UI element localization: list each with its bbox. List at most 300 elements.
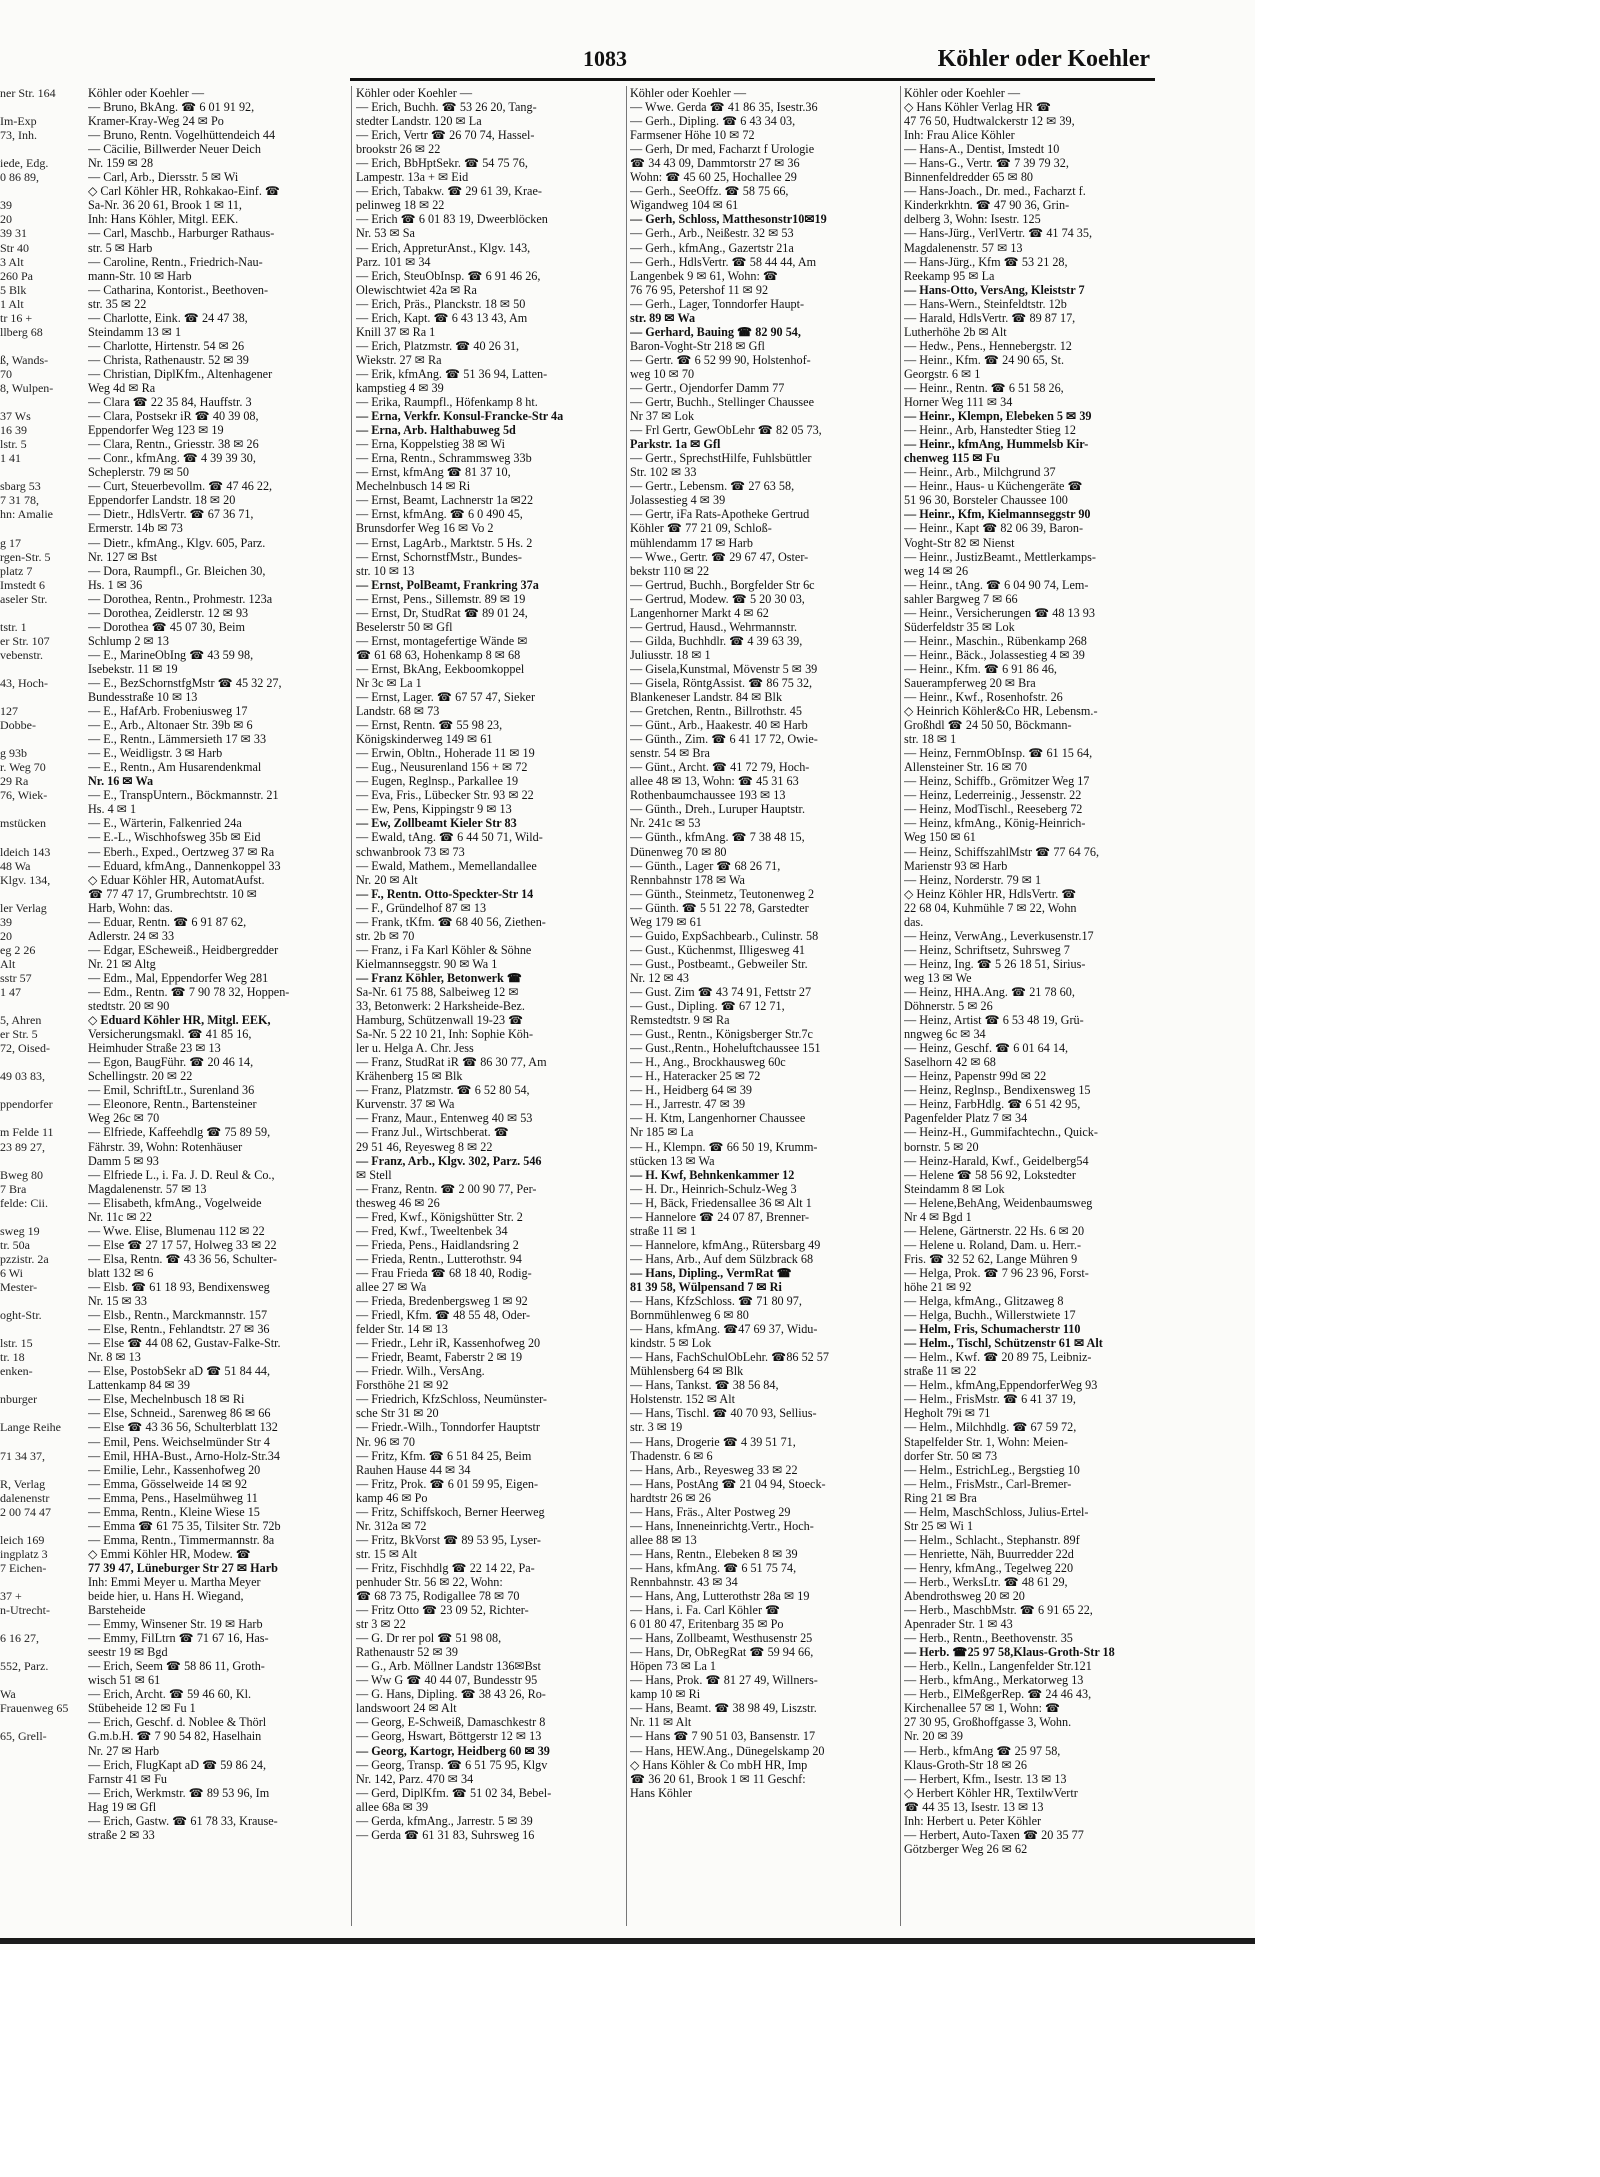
directory-entry: — Helene u. Roland, Dam. u. Herr.-	[904, 1237, 1082, 1252]
directory-entry: — Christa, Rathenaustr. 52 ✉ 39	[88, 352, 249, 367]
left-fragment-line: 71 34 37,	[0, 1448, 45, 1463]
directory-entry: Stübeheide 12 ✉ Fu 1	[88, 1701, 196, 1716]
directory-entry: mann-Str. 10 ✉ Harb	[88, 268, 192, 283]
scan-bottom-edge	[0, 1938, 1255, 1944]
left-fragment-line: 7 Eichen-	[0, 1560, 47, 1575]
directory-entry: — Heinz, Papenstr 99d ✉ 22	[904, 1069, 1047, 1084]
left-fragment-line	[0, 395, 70, 409]
directory-entry: Nr. 159 ✉ 28	[88, 156, 154, 171]
directory-entry: — Helene,BehAng, Weidenbaumsweg	[904, 1195, 1093, 1210]
directory-entry: Kielmannseggstr. 90 ✉ Wa 1	[356, 956, 498, 971]
directory-entry: — Catharina, Kontorist., Beethoven-	[88, 282, 269, 297]
directory-entry: — Hans, Ang, Lutterothstr 28a ✉ 19	[630, 1589, 810, 1604]
header-rule	[350, 78, 1155, 81]
left-fragment-line: 37 Ws	[0, 409, 31, 424]
directory-entry: Binnenfeldredder 65 ✉ 80	[904, 170, 1034, 185]
directory-entry: Stapelfelder Str. 1, Wohn: Meien-	[904, 1434, 1068, 1449]
directory-entry: — E., TranspUntern., Böckmannstr. 21	[88, 788, 279, 803]
directory-entry: Inh: Hans Köhler, Mitgl. EEK.	[88, 212, 239, 227]
directory-entry: sahler Bargweg 7 ✉ 66	[904, 591, 1018, 606]
directory-entry: — Herb., kfmAng., Merkatorweg 13	[904, 1673, 1084, 1688]
directory-entry: Nr 3c ✉ La 1	[356, 675, 422, 690]
directory-entry: — Friedr.-Wilh., Tonndorfer Hauptstr	[356, 1420, 540, 1435]
left-fragment-line	[0, 1055, 70, 1069]
directory-entry: Nr. 127 ✉ Bst	[88, 549, 158, 564]
directory-entry: — E., Rentn., Am Husarendenkmal	[88, 760, 262, 775]
directory-entry: — Erich, Präs., Planckstr. 18 ✉ 50	[356, 296, 526, 311]
directory-entry: ✉ Stell	[356, 1167, 392, 1182]
left-fragment-line: 76, Wiek-	[0, 788, 48, 803]
directory-entry: ◇ Heinz Köhler HR, HdlsVertr. ☎	[904, 886, 1077, 901]
directory-entry: Thadenstr. 6 ✉ 6	[630, 1448, 713, 1463]
directory-entry: Großhdl ☎ 24 50 50, Böckmann-	[904, 718, 1072, 733]
directory-entry: — Helene ☎ 58 56 92, Lokstedter	[904, 1167, 1076, 1182]
directory-entry: weg 10 ✉ 70	[630, 366, 695, 381]
directory-entry: — Hans, Drogerie ☎ 4 39 51 71,	[630, 1434, 796, 1449]
left-fragment-line	[0, 521, 70, 535]
directory-entry: brookstr 26 ✉ 22	[356, 142, 441, 157]
directory-entry: ☎ 68 73 75, Rodigallee 78 ✉ 70	[356, 1589, 520, 1604]
left-fragment-line: Alt	[0, 956, 16, 971]
left-fragment-line: nburger	[0, 1392, 38, 1407]
directory-entry: Magdalenenstr. 57 ✉ 13	[904, 240, 1023, 255]
directory-entry: Reekamp 95 ✉ La	[904, 268, 995, 283]
directory-entry: Ermerstr. 14b ✉ 73	[88, 521, 183, 536]
directory-entry: — Erich, FlugKapt aD ☎ 59 86 24,	[88, 1757, 266, 1772]
left-fragment-line: Bweg 80	[0, 1167, 43, 1182]
directory-entry: Langenhorner Markt 4 ✉ 62	[630, 605, 769, 620]
directory-entry: — Ernst, Beamt, Lachnerstr 1a ✉22	[356, 493, 534, 508]
directory-entry: höhe 21 ✉ 92	[904, 1279, 972, 1294]
directory-entry: — Gertr., Lebensm. ☎ 27 63 58,	[630, 479, 795, 494]
directory-entry: — H, Bäck, Friedensallee 36 ✉ Alt 1	[630, 1195, 812, 1210]
directory-entry: — Hannelore, kfmAng., Rütersbarg 49	[630, 1237, 821, 1252]
directory-entry: — Guido, ExpSachbearb., Culinstr. 58	[630, 928, 819, 943]
directory-entry: Mühlensberg 64 ✉ Blk	[630, 1364, 744, 1379]
directory-entry: — Dorothea, Rentn., Prohmestr. 123a	[88, 591, 273, 606]
left-fragment-line: 5 Blk	[0, 282, 27, 297]
directory-entry: Nr 4 ✉ Bgd 1	[904, 1209, 972, 1224]
directory-entry: Farnstr 41 ✉ Fu	[88, 1771, 167, 1786]
directory-entry: — Hedw., Pens., Hennebergstr. 12	[904, 338, 1072, 353]
directory-entry: — Heinr., kfmAng, Hummelsb Kir-	[904, 437, 1089, 452]
left-fragment-line: 6 Wi	[0, 1265, 23, 1280]
directory-entry: Versicherungsmakl. ☎ 41 85 16,	[88, 1027, 252, 1042]
column-1	[88, 86, 346, 1842]
directory-entry: 29 51 46, Reyesweg 8 ✉ 22	[356, 1139, 493, 1154]
directory-entry: — Fritz, Kfm. ☎ 6 51 84 25, Beim	[356, 1448, 532, 1463]
directory-entry: — Eugen, Reglnsp., Parkallee 19	[356, 774, 519, 789]
directory-entry: — Fred, Kwf., Tweeltenbek 34	[356, 1223, 508, 1238]
left-fragment-line: 65, Grell-	[0, 1729, 47, 1744]
directory-entry: Weg 4d ✉ Ra	[88, 380, 156, 395]
directory-entry: Mechelnbusch 14 ✉ Ri	[356, 479, 471, 494]
directory-entry: ◇ Heinrich Köhler&Co HR, Lebensm.-	[904, 704, 1098, 719]
directory-entry: 76 76 95, Petershof 11 ✉ 92	[630, 282, 769, 297]
page-number: 1083	[583, 46, 627, 71]
directory-entry: — H., Klempn. ☎ 66 50 19, Krumm-	[630, 1139, 818, 1154]
directory-entry: — Franz, Platzmstr. ☎ 6 52 80 54,	[356, 1083, 530, 1098]
directory-entry: — Hans, FachSchulObLehr. ☎86 52 57	[630, 1350, 829, 1365]
directory-entry: — Heinz, Schriftsetz, Suhrsweg 7	[904, 942, 1070, 957]
left-fragment-line: 43, Hoch-	[0, 675, 48, 690]
directory-entry: Rennbahnstr 178 ✉ Wa	[630, 872, 745, 887]
left-fragment-line	[0, 802, 70, 816]
directory-entry: Döhnerstr. 5 ✉ 26	[904, 999, 993, 1014]
directory-entry: — Hans-G., Vertr. ☎ 7 39 79 32,	[904, 156, 1069, 171]
directory-entry: — Erika, Raumpfl., Höfenkamp 8 ht.	[356, 395, 538, 410]
directory-entry: — Gilda, Buchhdlr. ☎ 4 39 63 39,	[630, 633, 803, 648]
column-divider	[626, 86, 627, 1926]
left-fragment-line: eg 2 26	[0, 942, 36, 957]
directory-entry: seestr 19 ✉ Bgd	[88, 1645, 168, 1660]
column-entries	[88, 100, 346, 1842]
directory-entry: — Gisela,Kunstmal, Mövenstr 5 ✉ 39	[630, 661, 818, 676]
directory-entry: Schellingstr. 20 ✉ 22	[88, 1069, 193, 1084]
directory-entry: — Cäcilie, Billwerder Neuer Deich	[88, 142, 261, 157]
directory-entry: Nr. 241c ✉ 53	[630, 816, 701, 831]
directory-entry: — Hans, HEW.Ang., Dünegelskamp 20	[630, 1743, 825, 1758]
column-entries	[630, 100, 896, 1800]
directory-entry: Str 25 ✉ Wi 1	[904, 1518, 974, 1533]
directory-entry: Magdalenenstr. 57 ✉ 13	[88, 1181, 207, 1196]
left-fragment-line: ldeich 143	[0, 844, 51, 859]
directory-entry: 81 39 58, Wülpensand 7 ✉ Ri	[630, 1279, 782, 1294]
directory-entry: — Heinz, Schiffb., Grömitzer Weg 17	[904, 774, 1090, 789]
directory-entry: Fährstr. 39, Wohn: Rotenhäuser	[88, 1139, 243, 1154]
directory-entry: — Hans-A., Dentist, Imstedt 10	[904, 142, 1060, 157]
directory-entry: — Bruno, Rentn. Vogelhüttendeich 44	[88, 128, 276, 143]
left-fragment-line: Imstedt 6	[0, 577, 45, 592]
directory-entry: 77 39 47, Lüneburger Str 27 ✉ Harb	[88, 1560, 278, 1575]
directory-entry: hardtstr 26 ✉ 26	[630, 1490, 711, 1505]
left-fragment-line: 3 Alt	[0, 254, 24, 269]
directory-entry: ☎ 34 43 09, Dammtorstr 27 ✉ 36	[630, 156, 800, 171]
directory-entry: str. 89 ✉ Wa	[630, 310, 696, 325]
directory-entry: 33, Betonwerk: 2 Harksheide-Bez.	[356, 999, 525, 1014]
directory-entry: sche Str 31 ✉ 20	[356, 1406, 439, 1421]
directory-entry: — Hans-Joach., Dr. med., Facharzt f.	[904, 184, 1086, 199]
directory-entry: — Frank, tKfm. ☎ 68 40 56, Ziethen-	[356, 914, 546, 929]
directory-entry: — Hans, Fräs., Alter Postweg 29	[630, 1504, 791, 1519]
directory-entry: 6 01 80 47, Eritenbarg 35 ✉ Po	[630, 1617, 784, 1632]
directory-entry: Weg 179 ✉ 61	[630, 914, 702, 929]
directory-entry: — Ernst, Rentn. ☎ 55 98 23,	[356, 718, 503, 733]
left-fragment-line: ner Str. 164	[0, 86, 56, 100]
left-fragment-line: 49 03 83,	[0, 1069, 45, 1084]
directory-entry: — Heinr., Kfm. ☎ 24 90 65, St.	[904, 352, 1065, 367]
directory-entry: Parkstr. 1a ✉ Gfl	[630, 437, 721, 452]
directory-entry: — H., Heidberg 64 ✉ 39	[630, 1083, 753, 1098]
directory-entry: — Conr., kfmAng. ☎ 4 39 39 30,	[88, 451, 256, 466]
directory-entry: Wigandweg 104 ✉ 61	[630, 198, 739, 213]
directory-entry: — Erna, Arb. Halthabuweg 5d	[356, 423, 516, 438]
directory-entry: Rennbahnstr. 43 ✉ 34	[630, 1574, 738, 1589]
directory-entry: — Heinr., Arb, Hanstedter Stieg 12	[904, 423, 1076, 438]
directory-entry: — Heinz, FarbHdlg. ☎ 6 51 42 95,	[904, 1097, 1081, 1112]
directory-entry: — Günth., Dreh., Luruper Hauptstr.	[630, 802, 805, 817]
directory-entry: — Gerhard, Bauing ☎ 82 90 54,	[630, 324, 801, 339]
directory-entry: — Helm., Milchhdlg. ☎ 67 59 72,	[904, 1420, 1077, 1435]
column-head: Köhler oder Koehler —	[88, 86, 205, 100]
directory-entry: — Wwe. Elise, Blumenau 112 ✉ 22	[88, 1223, 265, 1238]
directory-entry: senstr. 54 ✉ Bra	[630, 746, 710, 761]
column-head: Köhler oder Koehler —	[356, 86, 473, 100]
directory-entry: — Georg, Transp. ☎ 6 51 75 95, Klgv	[356, 1757, 548, 1772]
directory-entry: ◇ Hans Köhler & Co mbH HR, Imp	[630, 1757, 808, 1772]
directory-entry: Pagenfelder Platz 7 ✉ 34	[904, 1111, 1028, 1126]
directory-entry: — Hans-Wern., Steinfeldtstr. 12b	[904, 296, 1067, 311]
left-fragment-line: sstr 57	[0, 970, 32, 985]
directory-entry: Voght-Str 82 ✉ Nienst	[904, 535, 1015, 550]
left-fragment-line	[0, 662, 70, 676]
directory-entry: das.	[904, 914, 924, 929]
directory-entry: — Hans, Zollbeamt, Westhusenstr 25	[630, 1631, 813, 1646]
directory-entry: — Henriette, Näh, Buurredder 22d	[904, 1546, 1074, 1561]
left-fragment-line	[0, 465, 70, 479]
left-fragment-line: Lange Reihe	[0, 1420, 61, 1435]
directory-entry: Nr. 12 ✉ 43	[630, 970, 689, 985]
directory-entry: — Friedrich, KfzSchloss, Neumünster-	[356, 1392, 547, 1407]
directory-entry: — Friedr. Wilh., VersAng.	[356, 1364, 485, 1379]
left-fragment-line: tr. 50a	[0, 1237, 30, 1252]
directory-entry: — Hans, PostAng ☎ 21 04 94, Stoeck-	[630, 1476, 826, 1491]
directory-entry: — Erich, Geschf. d. Noblee & Thörl	[88, 1715, 267, 1730]
directory-entry: Wiekstr. 27 ✉ Ra	[356, 352, 442, 367]
directory-entry: blatt 132 ✉ 6	[88, 1265, 154, 1280]
directory-entry: Isebekstr. 11 ✉ 19	[88, 661, 178, 676]
directory-entry: Olewischtwiet 42a ✉ Ra	[356, 282, 477, 297]
left-fragment-line: 16 39	[0, 423, 27, 438]
directory-entry: — Ernst, Pens., Sillemstr. 89 ✉ 19	[356, 591, 526, 606]
directory-entry: — Hans-Otto, VersAng, Kleiststr 7	[904, 282, 1085, 297]
directory-entry: Krähenberg 15 ✉ Blk	[356, 1069, 463, 1084]
directory-entry: — E., Wärterin, Falkenried 24a	[88, 816, 242, 831]
left-fragment-line: leich 169	[0, 1532, 45, 1547]
left-fragment-line	[0, 830, 70, 844]
directory-entry: Bornmühlenweg 6 ✉ 80	[630, 1308, 749, 1323]
directory-entry: — Ww G ☎ 40 44 07, Bundesstr 95	[356, 1673, 538, 1688]
directory-entry: — Clara ☎ 22 35 84, Hauffstr. 3	[88, 395, 252, 410]
directory-entry: — Dora, Raumpfl., Gr. Bleichen 30,	[88, 563, 266, 578]
directory-entry: — Ew, Zollbeamt Kieler Str 83	[356, 816, 517, 831]
directory-entry: — Hans-Jürg., Kfm ☎ 53 21 28,	[904, 254, 1068, 269]
directory-entry: — Herb., Kelln., Langenfelder Str.121	[904, 1659, 1092, 1674]
left-fragment-line	[0, 732, 70, 746]
directory-entry: — G. Hans, Dipling. ☎ 38 43 26, Ro-	[356, 1687, 546, 1702]
left-fragment-line: m Felde 11	[0, 1125, 54, 1140]
directory-entry: Nr 37 ✉ Lok	[630, 409, 695, 424]
directory-entry: — Ernst, kfmAng ☎ 81 37 10,	[356, 465, 511, 480]
directory-entry: — Henry, kfmAng., Tegelweg 220	[904, 1560, 1074, 1575]
directory-entry: str. 18 ✉ 1	[904, 732, 957, 747]
directory-entry: — Herb., kfmAng ☎ 25 97 58,	[904, 1743, 1061, 1758]
directory-entry: Nr. 11 ✉ Alt	[630, 1715, 692, 1730]
left-fragment-line: n-Utrecht-	[0, 1603, 50, 1618]
directory-entry: Rathenaustr 52 ✉ 39	[356, 1645, 458, 1660]
left-fragment-line: 39	[0, 914, 12, 929]
directory-entry: — Franz Jul., Wirtschberat. ☎	[356, 1125, 509, 1140]
directory-entry: Weg 150 ✉ 61	[904, 830, 976, 845]
directory-entry: ◇ Herbert Köhler HR, TextilwVertr	[904, 1785, 1078, 1800]
directory-entry: — Hans, Tischl. ☎ 40 70 93, Sellius-	[630, 1406, 817, 1421]
directory-entry: — Emma, Rentn., Timmermannstr. 8a	[88, 1532, 275, 1547]
directory-entry: Blankeneser Landstr. 84 ✉ Blk	[630, 690, 783, 705]
directory-entry: Str. 102 ✉ 33	[630, 465, 697, 480]
column-entries	[904, 100, 1166, 1856]
directory-entry: — H., Ang., Brockhausweg 60c	[630, 1055, 786, 1070]
directory-entry: — Emma, Gösselweide 14 ✉ 92	[88, 1476, 248, 1491]
directory-entry: — Helm., Kwf. ☎ 20 89 75, Leibniz-	[904, 1350, 1092, 1365]
directory-entry: — Erich, SteuObInsp. ☎ 6 91 46 26,	[356, 268, 541, 283]
directory-entry: — Gust., Postbeamt., Gebweiler Str.	[630, 956, 808, 971]
directory-entry: Süderfeldstr 35 ✉ Lok	[904, 619, 1015, 634]
directory-entry: — Gertr, Buchh., Stellinger Chaussee	[630, 395, 814, 410]
directory-entry: — Hans, Dr, ObRegRat ☎ 59 94 66,	[630, 1645, 814, 1660]
directory-entry: — Hans-Jürg., VerlVertr. ☎ 41 74 35,	[904, 226, 1093, 241]
directory-entry: — Else ☎ 43 36 56, Schulterblatt 132	[88, 1420, 278, 1435]
directory-entry: — Erich, AppreturAnst., Klgv. 143,	[356, 240, 531, 255]
directory-entry: — Günth., Zim. ☎ 6 41 17 72, Owie-	[630, 732, 818, 747]
left-fragment-line: Wa	[0, 1687, 16, 1702]
left-fragment-line: 73, Inh.	[0, 128, 37, 143]
directory-entry: — Franz, i Fa Karl Köhler & Söhne	[356, 942, 532, 957]
directory-entry: — Gerd, DiplKfm. ☎ 51 02 34, Bebel-	[356, 1785, 552, 1800]
directory-entry: — Emil, Pens. Weichselmünder Str 4	[88, 1434, 270, 1449]
left-fragment-line: 1 Alt	[0, 296, 24, 311]
left-fragment-line: g 93b	[0, 746, 27, 761]
left-fragment-line: tstr. 1	[0, 619, 27, 634]
directory-entry: Sauerampferweg 20 ✉ Bra	[904, 675, 1036, 690]
directory-entry: Sa-Nr. 36 20 61, Brook 1 ✉ 11,	[88, 198, 242, 213]
directory-entry: — Erich, Vertr ☎ 26 70 74, Hassel-	[356, 128, 535, 143]
directory-entry: — Erich, Werkmstr. ☎ 89 53 96, Im	[88, 1785, 270, 1800]
left-fragment-line	[0, 100, 70, 114]
directory-entry: Kinderkrkhtn. ☎ 47 90 36, Grin-	[904, 198, 1070, 213]
directory-entry: — Elsb. ☎ 61 18 93, Bendixensweg	[88, 1279, 270, 1294]
directory-entry: — Heinz, Reglnsp., Bendixensweg 15	[904, 1083, 1091, 1098]
directory-entry: allee 48 ✉ 13, Wohn: ☎ 45 31 63	[630, 774, 799, 789]
directory-entry: — Wwe. Gerda ☎ 41 86 35, Isestr.36	[630, 100, 818, 115]
directory-entry: — Erich, Seem ☎ 58 86 11, Groth-	[88, 1659, 265, 1674]
directory-entry: — Gerda ☎ 61 31 83, Suhrsweg 16	[356, 1827, 535, 1842]
left-fragment-line	[0, 1378, 70, 1392]
left-fragment-line	[0, 1463, 70, 1477]
directory-entry: ☎ 36 20 61, Brook 1 ✉ 11 Geschf:	[630, 1771, 806, 1786]
directory-entry: Nr. 8 ✉ 13	[88, 1350, 141, 1365]
left-fragment-line	[0, 606, 70, 620]
directory-entry: — Herb., ElMeßgerRep. ☎ 24 46 43,	[904, 1687, 1092, 1702]
directory-entry: penhuder Str. 56 ✉ 22, Wohn:	[356, 1574, 503, 1589]
directory-entry: — Eva, Fris., Lübecker Str. 93 ✉ 22	[356, 788, 534, 803]
directory-entry: — Edm., Mal, Eppendorfer Weg 281	[88, 970, 269, 985]
left-fragment-line: ppendorfer	[0, 1097, 53, 1112]
directory-entry: Nr. 11c ✉ 22	[88, 1209, 152, 1224]
column-head: Köhler oder Koehler —	[904, 86, 1021, 100]
directory-entry: — Carl, Arb., Diersstr. 5 ✉ Wi	[88, 170, 239, 185]
left-fragment-line	[0, 1322, 70, 1336]
directory-entry: str. 2b ✉ 70	[356, 928, 415, 943]
directory-entry: Allensteiner Str. 16 ✉ 70	[904, 760, 1027, 775]
left-fragment-line: sweg 19	[0, 1223, 40, 1238]
left-fragment-line: Klgv. 134,	[0, 872, 51, 887]
directory-entry: — Friedr, Beamt, Faberstr 2 ✉ 19	[356, 1350, 523, 1365]
directory-entry: — Ernst, montagefertige Wände ✉	[356, 633, 528, 648]
directory-entry: Barsteheide	[88, 1603, 146, 1618]
left-fragment-line: pzzistr. 2a	[0, 1251, 49, 1266]
left-fragment-line: 7 Bra	[0, 1181, 27, 1196]
directory-entry: — Hans, Tankst. ☎ 38 56 84,	[630, 1378, 779, 1393]
directory-entry: — Gerh, Dr med, Facharzt f Urologie	[630, 142, 815, 157]
left-fragment-line	[0, 142, 70, 156]
directory-entry: — Günth. ☎ 5 51 22 78, Garstedter	[630, 900, 809, 915]
left-fragment-line: 1 47	[0, 985, 21, 999]
directory-entry: — Heinr., tAng. ☎ 6 04 90 74, Lem-	[904, 577, 1089, 592]
left-page-fragment	[0, 86, 70, 1744]
left-fragment-line: er Str. 107	[0, 633, 50, 648]
directory-entry: — Erich, Kapt. ☎ 6 43 13 43, Am	[356, 310, 528, 325]
directory-entry: — E., BezSchornstfgMstr ☎ 45 32 27,	[88, 675, 282, 690]
directory-entry: allee 27 ✉ Wa	[356, 1279, 427, 1294]
directory-entry: — Wwe., Gertr. ☎ 29 67 47, Oster-	[630, 549, 809, 564]
directory-entry: — Hans ☎ 7 90 51 03, Bansenstr. 17	[630, 1729, 816, 1744]
directory-entry: 22 68 04, Kuhmühle 7 ✉ 22, Wohn	[904, 900, 1077, 915]
directory-entry: Königskinderweg 149 ✉ 61	[356, 732, 493, 747]
blank-margin	[1255, 0, 1600, 2177]
directory-entry: — Erich, Archt. ☎ 59 46 60, Kl.	[88, 1687, 252, 1702]
directory-entry: chenweg 115 ✉ Fu	[904, 451, 1000, 466]
directory-entry: allee 88 ✉ 13	[630, 1532, 697, 1547]
left-fragment-line: 39	[0, 198, 12, 213]
directory-entry: — Hans, i. Fa. Carl Köhler ☎	[630, 1603, 781, 1618]
directory-entry: — Hans, Arb., Auf dem Sülzbrack 68	[630, 1251, 814, 1266]
directory-entry: kamp 10 ✉ Ri	[630, 1687, 701, 1702]
column-divider	[351, 86, 352, 1926]
directory-entry: — Clara, Rentn., Griesstr. 38 ✉ 26	[88, 437, 259, 452]
directory-entry: Ring 21 ✉ Bra	[904, 1490, 977, 1505]
directory-entry: ☎ 77 47 17, Grumbrechtstr. 10 ✉	[88, 886, 257, 901]
directory-entry: — Ew, Pens, Kippingstr 9 ✉ 13	[356, 802, 512, 817]
directory-entry: Hegholt 79i ✉ 71	[904, 1406, 991, 1421]
column-entries	[356, 100, 622, 1842]
left-fragment-line: ß, Wands-	[0, 352, 49, 367]
left-fragment-line: 0 86 89,	[0, 170, 39, 185]
directory-entry: Höpen 73 ✉ La 1	[630, 1659, 717, 1674]
directory-entry: — Dietr., HdlsVertr. ☎ 67 36 71,	[88, 507, 254, 522]
directory-entry: — Fred, Kwf., Königshütter Str. 2	[356, 1209, 523, 1224]
left-fragment-line	[0, 1715, 70, 1729]
directory-entry: — Heinz, ModTischl., Reeseberg 72	[904, 802, 1083, 817]
left-fragment-line: 5, Ahren	[0, 1013, 42, 1028]
directory-entry: Holstenstr. 152 ✉ Alt	[630, 1392, 736, 1407]
directory-entry: — Eberh., Exped., Oertzweg 37 ✉ Ra	[88, 844, 275, 859]
directory-entry: Fris. ☎ 32 52 62, Lange Mühren 9	[904, 1251, 1078, 1266]
directory-entry: ☎ 61 68 63, Hohenkamp 8 ✉ 68	[356, 647, 521, 662]
directory-entry: Nr. 16 ✉ Wa	[88, 774, 154, 789]
directory-entry: — Egon, BaugFühr. ☎ 20 46 14,	[88, 1055, 254, 1070]
directory-entry: ☎ 44 35 13, Isestr. 13 ✉ 13	[904, 1799, 1044, 1814]
directory-entry: Forsthöhe 21 ✉ 92	[356, 1378, 449, 1393]
directory-entry: Farmsener Höhe 10 ✉ 72	[630, 128, 755, 143]
directory-entry: — Helene, Gärtnerstr. 22 Hs. 6 ✉ 20	[904, 1223, 1085, 1238]
directory-entry: Nr. 21 ✉ Altg	[88, 956, 156, 971]
directory-entry: — Hans, Beamt. ☎ 38 98 49, Liszstr.	[630, 1701, 817, 1716]
directory-entry: — Helm., FrisMstr. ☎ 6 41 37 19,	[904, 1392, 1076, 1407]
directory-entry: weg 13 ✉ We	[904, 970, 972, 985]
directory-entry: — Frl Gertr, GewObLehr ☎ 82 05 73,	[630, 423, 822, 438]
directory-entry: Juliusstr. 18 ✉ 1	[630, 647, 711, 662]
directory-entry: Hans Köhler	[630, 1785, 692, 1800]
